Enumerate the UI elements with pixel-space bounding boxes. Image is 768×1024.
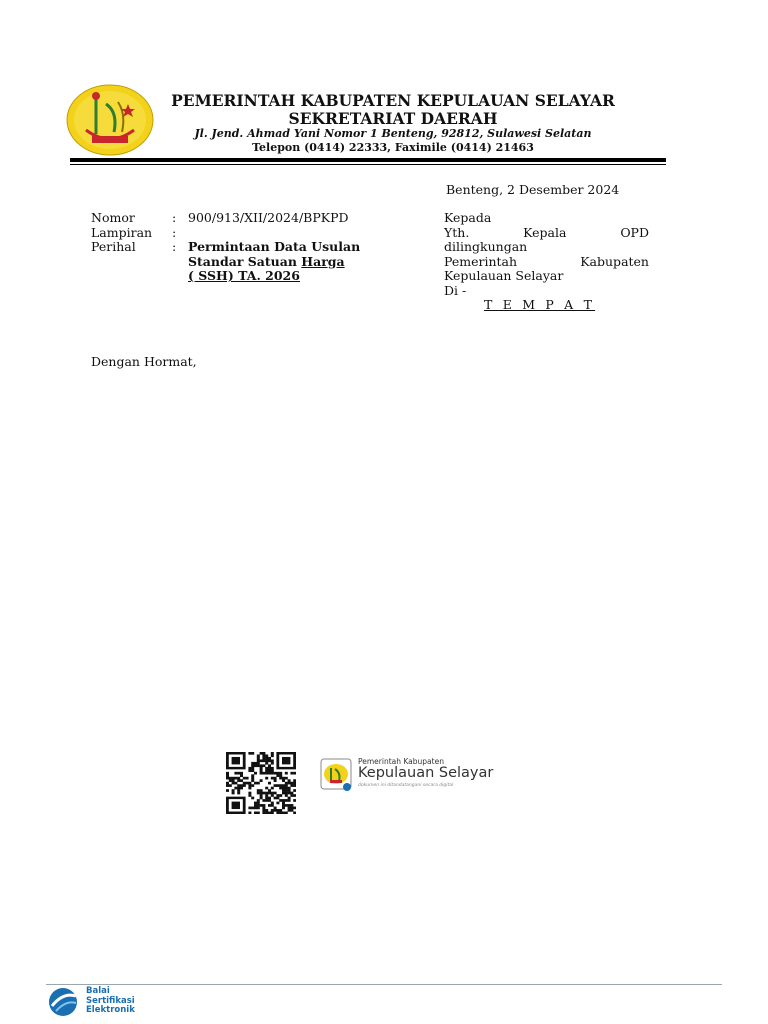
letterhead-address: Jl. Jend. Ahmad Yani Nomor 1 Benteng, 92812, Sulawesi Selatan	[194, 127, 592, 140]
addressee-kepada: Kepada	[444, 210, 492, 225]
badge-caption: dokumen ini ditandatangani secara digital	[358, 783, 454, 788]
addressee-kabupaten: Kabupaten	[580, 253, 649, 269]
addressee-pemerintah: Pemerintah	[444, 253, 518, 269]
letter-meta	[91, 210, 421, 283]
letterhead-title: PEMERINTAH KABUPATEN KEPULAUAN SELAYAR	[171, 91, 615, 110]
greeting: Dengan Hormat,	[91, 354, 197, 369]
bse-label	[86, 987, 135, 1016]
meta-row-perihal-2	[91, 254, 421, 269]
meta-row-perihal	[91, 239, 421, 254]
addressee-line4	[444, 254, 649, 269]
addressee-yth: Yth.	[444, 224, 470, 240]
addressee-di: Di -	[444, 282, 467, 298]
colon: :	[172, 224, 177, 240]
letterhead-rule-thin	[70, 164, 666, 165]
badge-title: Kepulauan Selayar	[358, 765, 494, 781]
badge-subtitle: Pemerintah Kabupaten	[358, 757, 444, 766]
bse-line2: Sertifikasi	[86, 995, 135, 1006]
addressee-kepala: Kepala	[523, 224, 567, 240]
perihal-line1: Permintaan Data Usulan	[188, 239, 361, 254]
perihal-line2b: Harga	[301, 253, 345, 269]
addressee-block	[444, 210, 649, 312]
perihal-line2	[188, 254, 345, 269]
addressee-opd: OPD	[620, 224, 649, 240]
perihal-line2a: Standar Satuan	[188, 253, 302, 269]
addressee-tempat: T E M P A T	[484, 297, 596, 312]
regency-emblem-small-icon	[320, 758, 352, 792]
meta-row-lampiran	[91, 225, 421, 240]
letterhead-rule-thick	[70, 158, 666, 162]
perihal-line3: ( SSH) TA. 2026	[188, 268, 300, 283]
letterhead-phone: Telepon (0414) 22333, Faximile (0414) 21463	[252, 141, 534, 154]
letter-date: Benteng, 2 Desember 2024	[446, 182, 620, 197]
qr-code-icon	[226, 752, 296, 814]
addressee-line3: dilingkungan	[444, 239, 528, 254]
regency-emblem-icon	[66, 84, 154, 156]
colon: :	[172, 239, 177, 254]
digital-signature-badge	[318, 756, 494, 794]
addressee-line2	[444, 225, 649, 240]
meta-row-perihal-3	[91, 268, 421, 283]
bse-line1: Balai	[86, 986, 110, 996]
addressee-line5: Kepulauan Selayar	[444, 268, 564, 283]
perihal-label: Perihal	[91, 239, 136, 254]
footer-rule	[46, 984, 722, 985]
nomor-value: 900/913/XII/2024/BPKPD	[188, 210, 349, 225]
colon: :	[172, 210, 177, 225]
bse-logo-icon	[46, 986, 82, 1018]
letterhead-subtitle: SEKRETARIAT DAERAH	[288, 109, 498, 128]
nomor-label: Nomor	[91, 210, 135, 225]
meta-row-nomor	[91, 210, 421, 225]
lampiran-label: Lampiran	[91, 224, 153, 240]
bse-line3: Elektronik	[86, 1005, 135, 1015]
